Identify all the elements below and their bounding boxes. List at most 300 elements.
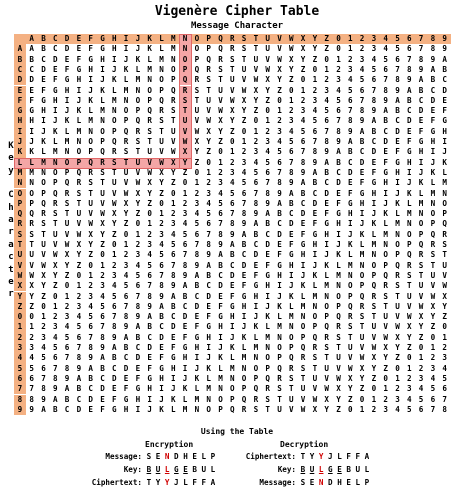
table-cell: 6 [100, 312, 105, 322]
table-cell: E [206, 301, 211, 311]
table-cell: U [253, 54, 259, 64]
table-cell: O [100, 126, 105, 136]
table-cell: F [112, 394, 117, 404]
table-cell: H [359, 198, 365, 208]
table-cell: A [241, 229, 247, 239]
table-cell: V [324, 373, 329, 383]
table-cell: 3 [430, 363, 436, 373]
table-cell: E [182, 322, 188, 332]
table-cell: N [147, 75, 152, 85]
dec-cipher-label: Ciphertext: [245, 452, 296, 461]
table-cell: P [230, 394, 235, 404]
dec-key-letter: L [364, 465, 370, 474]
table-cell: U [53, 229, 58, 239]
table-cell: O [112, 116, 117, 126]
table-cell: O [194, 44, 200, 54]
table-cell: H [407, 157, 412, 167]
table-cell: P [88, 147, 93, 157]
table-cell: A [159, 301, 164, 311]
table-cell: H [64, 85, 70, 95]
table-cell: J [300, 270, 306, 280]
table-cell: 6 [336, 106, 341, 116]
table-cell: X [123, 198, 129, 208]
table-cell: 4 [442, 363, 447, 373]
row-header: T [14, 240, 26, 250]
table-cell: G [135, 384, 141, 394]
table-cell: N [218, 384, 223, 394]
table-cell: 9 [241, 219, 247, 229]
row-header: 1 [14, 322, 26, 332]
table-cell: 1 [171, 198, 176, 208]
table-cell: F [324, 209, 329, 219]
table-cell: C [395, 116, 400, 126]
table-cell: W [100, 209, 105, 219]
table-cell: T [100, 178, 105, 188]
table-cell: V [144, 158, 156, 168]
table-cell: G [123, 394, 129, 404]
table-cell: N [395, 229, 400, 239]
table-cell: G [407, 147, 412, 157]
table-cell: A [135, 322, 141, 332]
table-cell: S [324, 343, 329, 352]
column-header: E [73, 34, 85, 44]
column-header: H [108, 34, 120, 44]
table-cell: V [442, 270, 447, 280]
table-cell: Q [29, 209, 34, 219]
table-cell: M [147, 64, 152, 74]
row-header: E [14, 86, 26, 96]
table-cell: T [179, 106, 191, 116]
table-cell: U [123, 167, 129, 177]
table-cell: E [171, 332, 176, 342]
table-cell: J [371, 209, 377, 219]
table-cell: C [100, 373, 105, 383]
table-cell: 5 [53, 343, 58, 352]
table-cell: 9 [383, 95, 388, 105]
table-cell: O [395, 240, 400, 249]
table-cell: K [218, 353, 223, 363]
table-cell: Y [324, 404, 329, 414]
table-cell: 4 [383, 44, 388, 54]
table-cell: 0 [230, 137, 235, 146]
table-cell: B [64, 394, 70, 404]
table-cell: O [206, 404, 211, 414]
row-header: 6 [14, 374, 26, 384]
table-cell: D [300, 209, 306, 219]
table-cell: U [241, 64, 247, 74]
table-cell: 4 [253, 157, 259, 167]
table-cell: S [312, 353, 318, 363]
table-cell: Q [112, 137, 117, 146]
table-cell: P [194, 54, 200, 64]
table-cell: 7 [324, 126, 329, 136]
table-cell: I [300, 260, 306, 270]
table-cell: M [336, 270, 341, 280]
table-cell: T [430, 260, 436, 270]
table-cell: 0 [64, 281, 70, 291]
table-cell: W [265, 64, 270, 74]
table-cell: R [135, 126, 141, 136]
table-cell: 7 [348, 106, 353, 116]
table-cell: 9 [265, 198, 270, 208]
table-cell: 2 [171, 209, 176, 219]
table-cell: W [88, 219, 93, 229]
table-cell: 4 [265, 147, 270, 157]
table-cell: 7 [182, 250, 188, 260]
table-cell: 6 [64, 343, 70, 352]
table-cell: O [383, 250, 388, 260]
table-cell: T [336, 343, 341, 352]
table-cell: B [300, 188, 306, 198]
table-cell: S [383, 291, 388, 301]
table-cell: N [265, 343, 270, 352]
table-cell: S [230, 54, 235, 64]
table-cell: I [312, 250, 318, 260]
table-cell: J [53, 116, 58, 126]
row-header: U [14, 250, 26, 260]
table-cell: Q [159, 95, 164, 105]
table-cell: 7 [194, 240, 200, 249]
table-cell: K [76, 106, 82, 116]
table-cell: T [159, 126, 164, 136]
table-cell: 5 [300, 126, 306, 136]
table-cell: Y [147, 188, 152, 198]
table-cell: 4 [29, 353, 34, 363]
table-cell: B [88, 373, 93, 383]
table-cell: 1 [100, 260, 105, 270]
table-cell: 3 [371, 44, 377, 54]
table-cell: N [112, 106, 117, 116]
table-cell: 0 [300, 75, 306, 85]
table-cell: N [230, 373, 235, 383]
table-cell: C [135, 343, 141, 352]
side-label-char: a [8, 239, 14, 250]
side-label-char: y [8, 165, 14, 176]
table-cell: R [171, 95, 176, 105]
column-header: C [49, 34, 61, 44]
table-cell: U [179, 116, 191, 126]
table-cell: A [277, 198, 282, 208]
table-cell: Q [407, 250, 412, 260]
table-cell: D [348, 167, 353, 177]
table-cell: B [430, 75, 436, 85]
table-cell: D [312, 198, 318, 208]
table-cell: Z [395, 353, 400, 363]
table-cell: E [253, 260, 259, 270]
table-cell: Q [64, 178, 70, 188]
table-cell: 8 [289, 167, 294, 177]
table-cell: Q [218, 44, 223, 54]
table-cell: 8 [53, 373, 58, 383]
table-cell: M [182, 404, 188, 414]
table-cell: E [230, 281, 235, 291]
table-cell: Z [407, 343, 412, 352]
table-cell: E [88, 404, 93, 414]
table-cell: Y [194, 147, 200, 157]
table-cell: J [29, 137, 34, 146]
table-cell: W [230, 95, 235, 105]
table-cell: Q [289, 353, 294, 363]
table-cell: E [395, 137, 400, 146]
table-cell: E [430, 106, 436, 116]
table-cell: 9 [194, 260, 200, 270]
table-cell: B [265, 219, 270, 229]
table-cell: 5 [312, 116, 318, 126]
table-cell: V [395, 312, 400, 322]
table-cell: 5 [359, 75, 365, 85]
table-cell: V [348, 353, 353, 363]
column-header: Y [309, 34, 321, 44]
table-cell: L [430, 178, 436, 188]
table-cell: 6 [312, 126, 318, 136]
table-cell: J [253, 312, 259, 322]
enc-cipher-letter: Y [164, 478, 170, 487]
table-cell: Y [53, 270, 58, 280]
table-cell: 5 [265, 157, 270, 167]
table-cell: Y [348, 384, 353, 394]
table-cell: K [300, 281, 306, 291]
table-cell: B [159, 312, 164, 322]
table-cell: 1 [253, 126, 259, 136]
table-cell: D [442, 85, 447, 95]
table-cell: 3 [230, 167, 235, 177]
table-cell: 9 [371, 106, 377, 116]
table-cell: F [253, 270, 259, 280]
table-cell: 3 [171, 219, 176, 229]
table-cell: U [348, 343, 353, 352]
table-cell: O [171, 64, 176, 74]
table-cell: V [371, 332, 377, 342]
table-cell: B [442, 64, 447, 74]
table-cell: Q [241, 394, 247, 404]
table-cell: 3 [218, 178, 223, 188]
table-cell: V [277, 44, 282, 54]
table-cell: 7 [88, 332, 93, 342]
table-cell: E [194, 312, 200, 322]
table-cell: F [430, 116, 436, 126]
table-cell: 0 [218, 147, 223, 157]
table-cell: K [324, 260, 329, 270]
column-header: J [132, 34, 144, 44]
enc-cipher-letter: T [146, 478, 152, 487]
table-cell: 2 [230, 157, 235, 167]
table-cell: G [359, 188, 365, 198]
table-cell: H [100, 54, 105, 64]
table-cell: 7 [41, 373, 46, 383]
side-label-char: e [8, 277, 14, 288]
table-cell: G [265, 270, 270, 280]
table-cell: B [253, 229, 259, 239]
table-cell: G [112, 404, 117, 414]
table-cell: L [442, 167, 447, 177]
table-cell: 2 [359, 44, 365, 54]
column-header: G [97, 34, 109, 44]
table-cell: V [300, 394, 306, 404]
table-cell: L [359, 240, 365, 249]
table-cell: 1 [64, 291, 70, 301]
table-cell: O [289, 332, 294, 342]
table-cell: X [312, 404, 318, 414]
table-cell: Z [88, 250, 93, 260]
table-cell: W [348, 363, 353, 373]
row-header: A [14, 44, 26, 54]
table-cell: T [135, 147, 141, 157]
table-cell: B [206, 270, 211, 280]
table-cell: Y [29, 291, 34, 301]
table-cell: Z [418, 332, 424, 342]
table-cell: S [289, 373, 294, 383]
table-cell: G [230, 301, 235, 311]
table-cell: 6 [218, 209, 223, 219]
table-cell: 0 [194, 167, 200, 177]
table-cell: F [395, 147, 400, 157]
table-cell: M [265, 332, 270, 342]
table-cell: N [430, 198, 436, 208]
table-cell: W [194, 126, 200, 136]
dec-message-letter: E [309, 478, 315, 487]
table-cell: B [29, 54, 34, 64]
table-cell: N [407, 219, 412, 229]
table-cell: S [265, 394, 270, 404]
table-cell: S [277, 384, 282, 394]
table-cell: T [277, 394, 282, 404]
table-cell: G [371, 178, 377, 188]
table-cell: A [442, 54, 447, 64]
table-cell: 3 [277, 126, 282, 136]
table-cell: M [407, 209, 412, 219]
column-header: 3 [368, 34, 380, 44]
table-cell: 0 [324, 54, 329, 64]
table-cell: I [277, 281, 282, 291]
table-cell: I [383, 188, 388, 198]
table-cell: N [418, 209, 424, 219]
table-cell: 3 [265, 137, 270, 146]
table-cell: Q [359, 291, 365, 301]
table-cell: 0 [241, 126, 247, 136]
table-cell: Q [253, 384, 259, 394]
table-cell: U [383, 312, 388, 322]
table-cell: I [135, 404, 141, 414]
table-cell: Y [41, 281, 46, 291]
table-cell: S [300, 363, 306, 373]
table-cell: H [171, 363, 176, 373]
table-cell: Y [312, 44, 318, 54]
table-cell: C [418, 95, 424, 105]
table-cell: I [253, 301, 259, 311]
table-cell: 1 [76, 281, 82, 291]
table-cell: W [41, 260, 46, 270]
table-cell: O [359, 270, 365, 280]
table-cell: B [359, 137, 365, 146]
dec-key-letter: E [337, 465, 342, 474]
table-cell: H [383, 178, 388, 188]
table-cell: 2 [123, 250, 129, 260]
table-cell: J [359, 219, 365, 229]
table-cell: Q [336, 312, 341, 322]
table-cell: X [348, 373, 353, 383]
table-cell: 9 [100, 343, 105, 352]
table-cell: K [395, 198, 400, 208]
table-cell: K [230, 343, 235, 352]
table-cell: H [324, 229, 329, 239]
using-table-heading: Using the Table [200, 427, 274, 436]
table-cell: 6 [88, 322, 93, 332]
table-cell: W [112, 198, 117, 208]
row-header: 4 [14, 353, 26, 363]
table-cell: W [383, 332, 388, 342]
table-cell: O [61, 158, 73, 168]
table-cell: C [41, 54, 46, 64]
table-cell: 0 [277, 95, 282, 105]
row-header: 0 [14, 312, 26, 322]
table-cell: Q [194, 64, 200, 74]
table-cell: R [241, 404, 247, 414]
table-cell: 9 [123, 322, 129, 332]
table-cell: B [76, 384, 82, 394]
table-cell: D [29, 75, 34, 85]
table-cell: X [430, 301, 436, 311]
table-cell: 0 [159, 198, 164, 208]
table-cell: U [171, 126, 176, 136]
table-cell: R [300, 353, 306, 363]
column-header: T [250, 34, 262, 44]
table-cell: 4 [430, 373, 436, 383]
table-cell: N [29, 178, 34, 188]
table-cell: 9 [289, 178, 294, 188]
table-cell: 5 [418, 394, 424, 404]
row-header: 9 [14, 405, 26, 415]
table-cell: 0 [312, 64, 318, 74]
table-cell: M [324, 281, 329, 291]
table-cell: T [348, 332, 353, 342]
table-cell: M [194, 394, 200, 404]
table-cell: 8 [442, 404, 447, 414]
table-cell: Z [41, 291, 46, 301]
table-cell: N [277, 332, 282, 342]
table-cell: S [147, 126, 152, 136]
table-cell: 9 [300, 167, 306, 177]
table-cell: P [135, 106, 141, 116]
table-cell: W [29, 270, 34, 280]
table-cell: L [26, 158, 38, 168]
table-cell: E [123, 373, 129, 383]
table-cell: 7 [53, 363, 58, 373]
table-cell: I [53, 106, 58, 116]
table-cell: 6 [123, 291, 129, 301]
table-cell: 6 [159, 260, 164, 270]
table-cell: K [383, 209, 388, 219]
table-cell: T [383, 301, 388, 311]
row-header: X [14, 281, 26, 291]
table-cell: 9 [324, 147, 329, 157]
table-cell: S [179, 96, 191, 106]
column-header: X [297, 34, 309, 44]
row-header: W [14, 271, 26, 281]
table-cell: C [53, 44, 58, 54]
table-cell: P [277, 353, 282, 363]
table-cell: H [253, 291, 259, 301]
table-cell: G [147, 373, 152, 383]
table-cell: P [29, 198, 34, 208]
table-cell: Z [53, 281, 58, 291]
table-cell: Z [253, 106, 259, 116]
table-cell: W [64, 240, 70, 249]
table-cell: 6 [348, 95, 353, 105]
table-cell: Z [76, 260, 82, 270]
table-cell: 2 [147, 229, 152, 239]
enc-message-letter: E [155, 452, 161, 461]
row-header: R [14, 219, 26, 229]
